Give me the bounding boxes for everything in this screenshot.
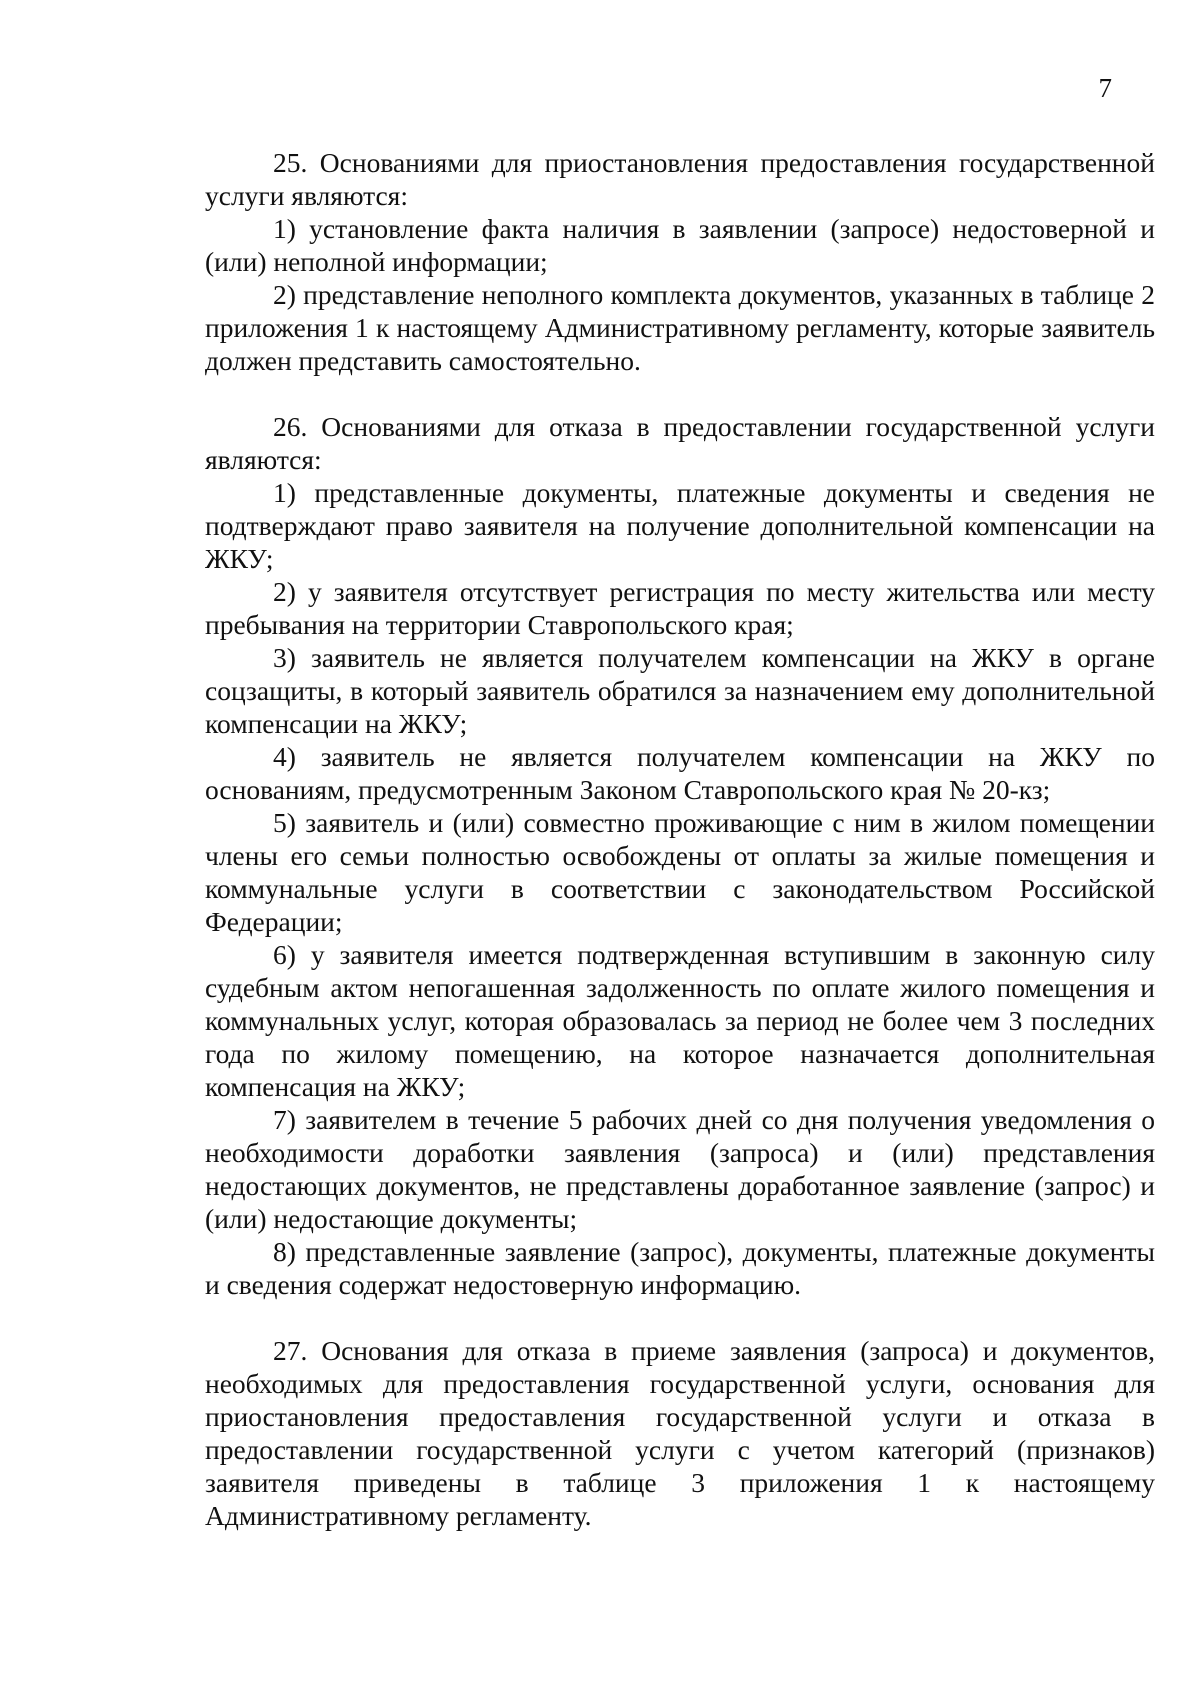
page-number: 7 xyxy=(1098,73,1112,103)
paragraph-26-item-5: 5) заявитель и (или) совместно проживающие с ним в жилом помещении члены его семьи полностью освобождены от оплаты за жилые помещения и коммунальные услуги в соответствии с законодательством Российской Федерации; xyxy=(205,807,1155,937)
section-26 xyxy=(205,410,1155,1301)
paragraph-26-item-1: 1) представленные документы, платежные документы и сведения не подтверждают право заявителя на получение дополнительной компенсации на ЖКУ; xyxy=(205,477,1155,574)
paragraph-26-item-6: 6) у заявителя имеется подтвержденная вступившим в законную силу судебным актом непогашенная задолженность по оплате жилого помещения и коммунальных услуг, которая образовалась за период не более чем 3 последних года по жилому помещению, на которое назначается дополнительная компенсация на ЖКУ; xyxy=(205,939,1155,1102)
section-27 xyxy=(205,1334,1155,1532)
paragraph-26-item-7: 7) заявителем в течение 5 рабочих дней со дня получения уведомления о необходимости доработки заявления (запроса) и (или) представления недостающих документов, не представлены доработанное заявление (запрос) и (или) недостающие документы; xyxy=(205,1104,1155,1234)
document-body xyxy=(205,146,1155,1532)
paragraph-25-heading: 25. Основаниями для приостановления предоставления государственной услуги являются: xyxy=(205,147,1155,211)
section-divider xyxy=(205,1301,1155,1334)
paragraph-25-item-2: 2) представление неполного комплекта документов, указанных в таблице 2 приложения 1 к настоящему Административному регламенту, которые заявитель должен представить самостоятельно. xyxy=(205,279,1155,376)
section-divider xyxy=(205,377,1155,410)
paragraph-25-item-1: 1) установление факта наличия в заявлении (запросе) недостоверной и (или) неполной информации; xyxy=(205,213,1155,277)
paragraph-26-item-8: 8) представленные заявление (запрос), документы, платежные документы и сведения содержат недостоверную информацию. xyxy=(205,1236,1155,1300)
paragraph-26-item-3: 3) заявитель не является получателем компенсации на ЖКУ в органе соцзащиты, в который заявитель обратился за назначением ему дополнительной компенсации на ЖКУ; xyxy=(205,642,1155,739)
paragraph-27: 27. Основания для отказа в приеме заявления (запроса) и документов, необходимых для предоставления государственной услуги, основания для приостановления предоставления государственной услуги и отказа в предоставлении государственной услуги с учетом категорий (признаков) заявителя приведены в таблице 3 приложения 1 к настоящему Административному регламенту. xyxy=(205,1335,1155,1531)
paragraph-26-item-4: 4) заявитель не является получателем компенсации на ЖКУ по основаниям, предусмотренным Законом Ставропольского края № 20-кз; xyxy=(205,741,1155,805)
paragraph-26-heading: 26. Основаниями для отказа в предоставлении государственной услуги являются: xyxy=(205,411,1155,475)
section-25 xyxy=(205,146,1155,377)
paragraph-26-item-2: 2) у заявителя отсутствует регистрация по месту жительства или месту пребывания на территории Ставропольского края; xyxy=(205,576,1155,640)
